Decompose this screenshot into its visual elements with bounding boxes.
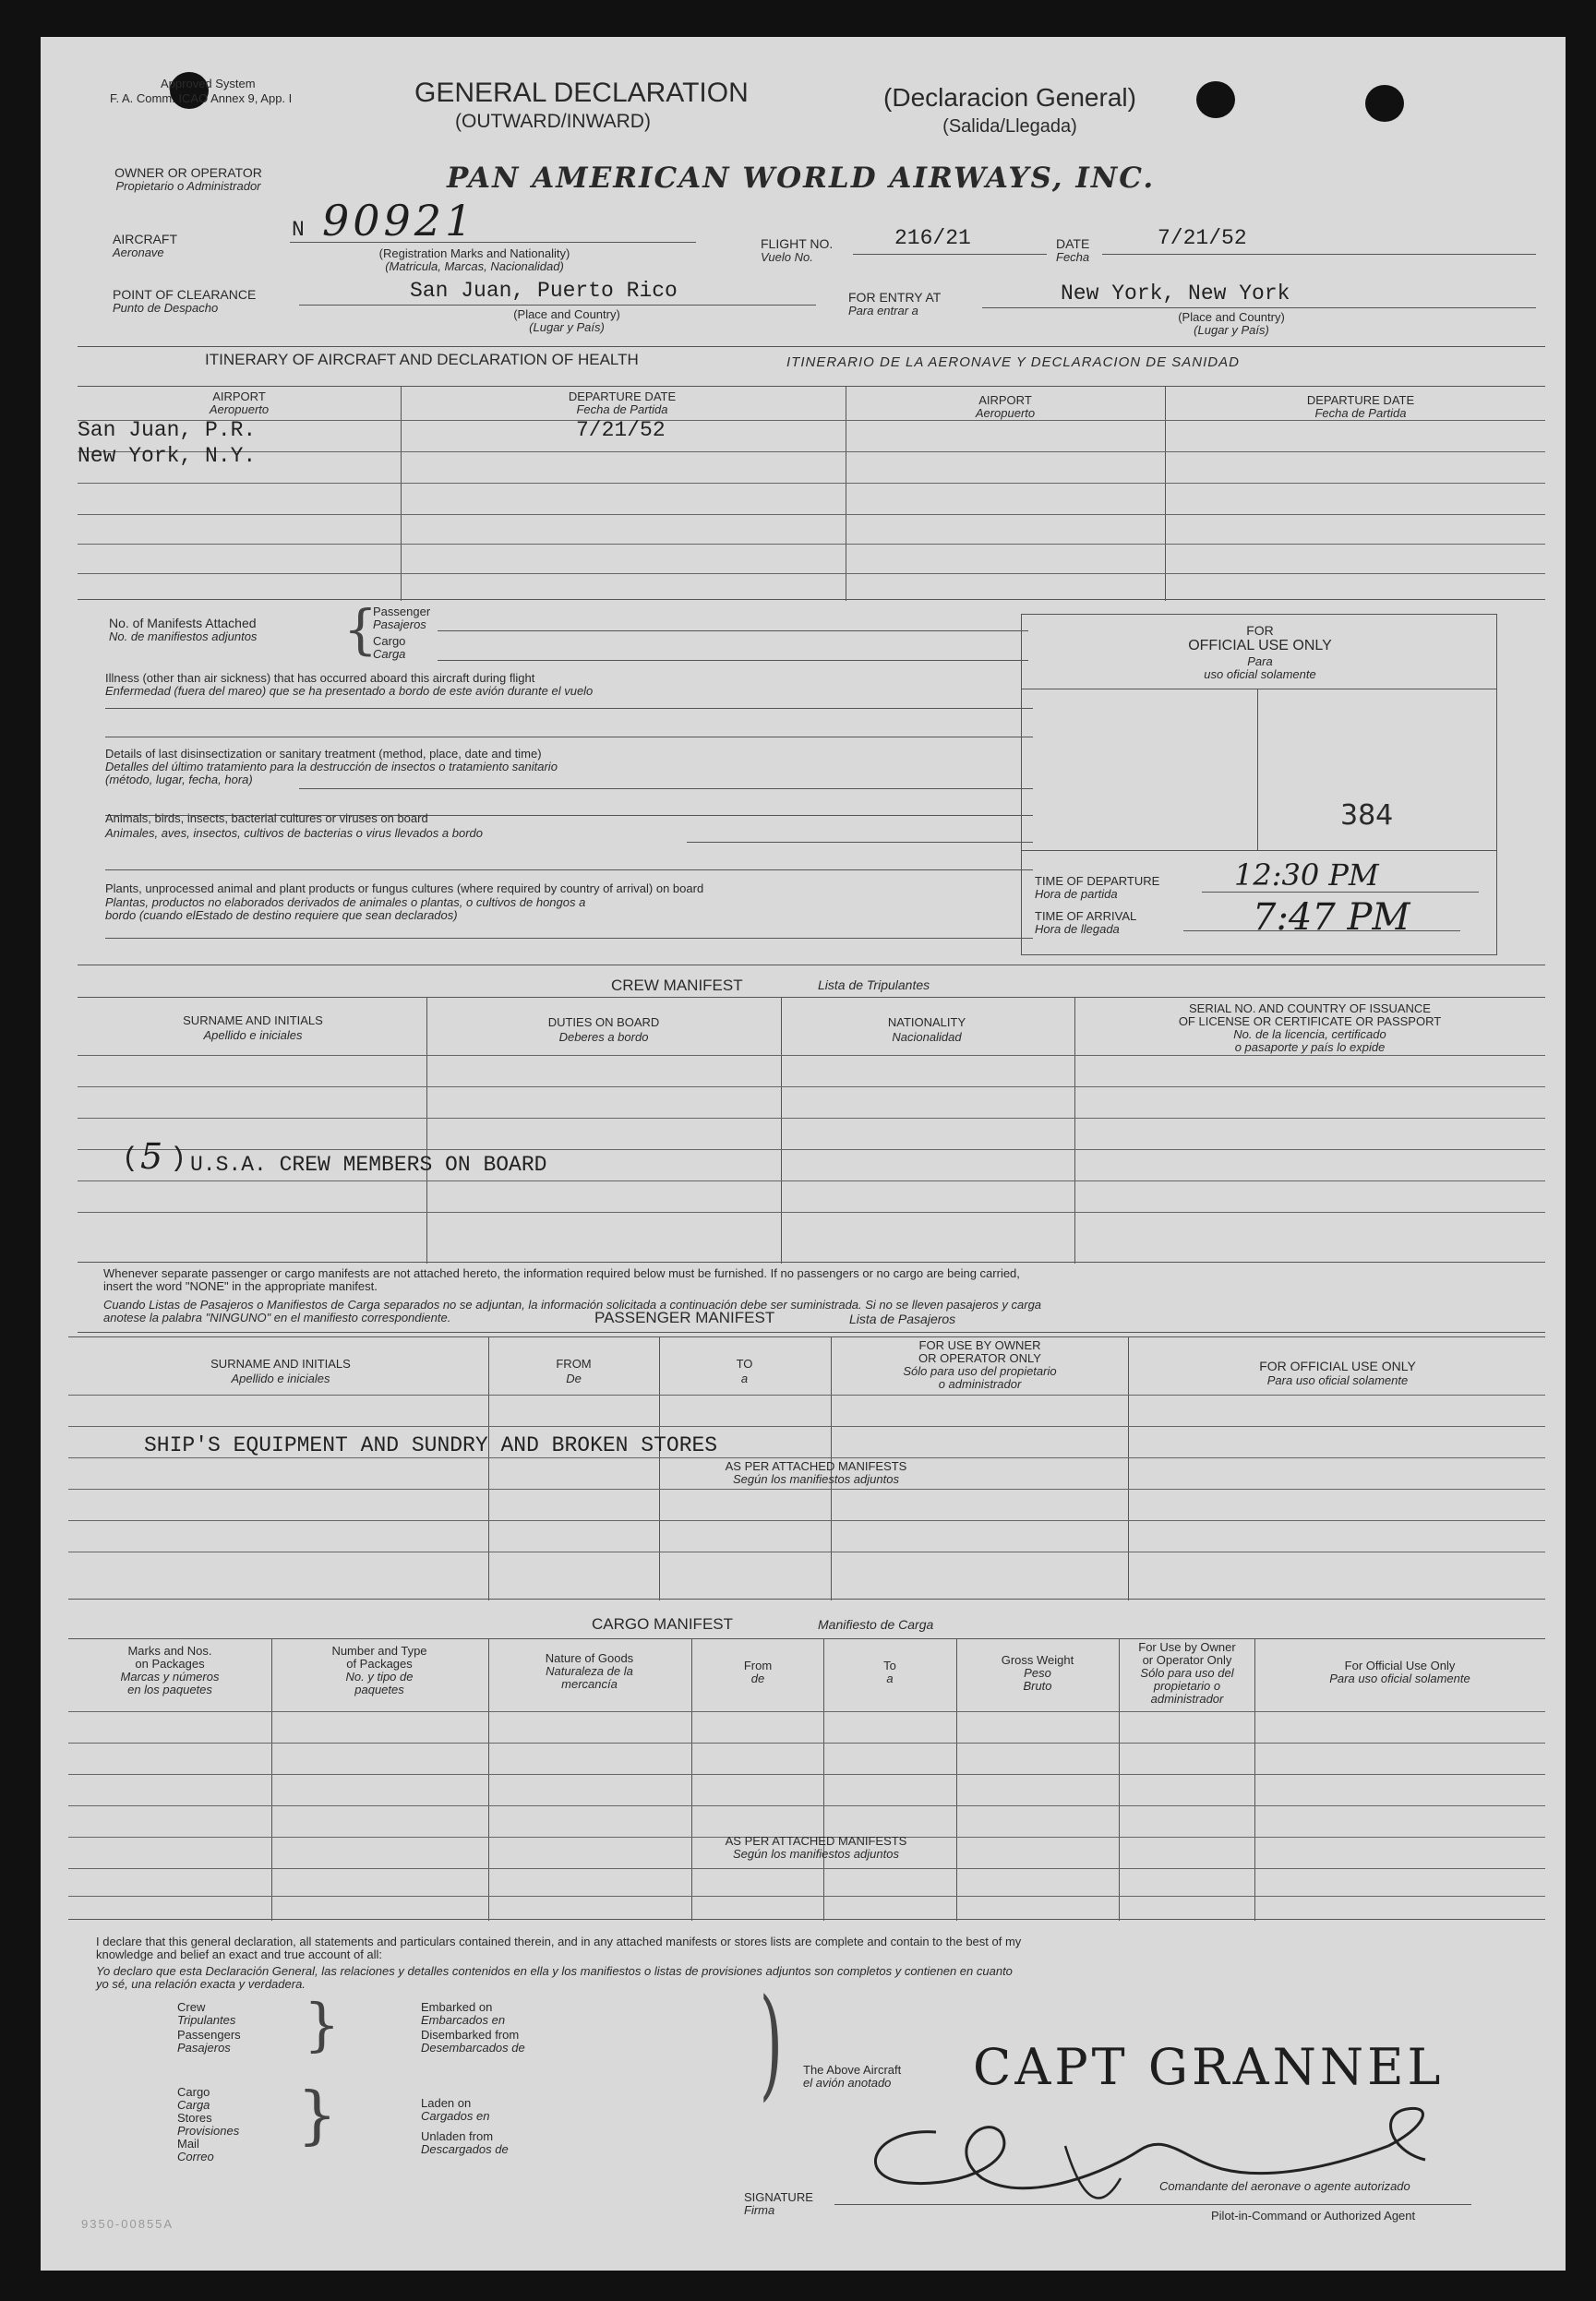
crew-title: CREW MANIFEST [611, 977, 743, 994]
entry-label: FOR ENTRY AT [848, 290, 942, 305]
pass-col-to: TO [736, 1357, 753, 1371]
punch-hole-middle [1196, 81, 1235, 118]
itinerary-title-es: ITINERARIO DE LA AERONAVE Y DECLARACION DE SANIDAD [786, 354, 1240, 370]
cargo-col-official: For Official Use Only [1344, 1659, 1456, 1672]
stores-label: Stores [177, 2111, 212, 2125]
cargo-col-number-2: of Packages [346, 1657, 413, 1671]
captain-name: CAPT GRANNEL [973, 2038, 1445, 2096]
plants-label-es: Plantas, productos no elaborados derivados de animales o plantas, o cultivos de hongos a [105, 895, 586, 909]
cargo-attached-es: Según los manifiestos adjuntos [733, 1847, 899, 1861]
passenger-title: PASSENGER MANIFEST [594, 1309, 775, 1326]
owner-value: PAN AMERICAN WORLD AIRWAYS, INC. [447, 162, 1156, 195]
cargo-col-owner-2: or Operator Only [1142, 1653, 1232, 1667]
cargo-count-label-es: Carga [177, 2098, 210, 2112]
cargo-count-label-es: Carga [373, 647, 406, 661]
flight-label: FLIGHT NO. [761, 236, 834, 251]
cargo-col-owner-es-2: propietario o [1153, 1679, 1221, 1693]
clearance-sub-en: (Place and Country) [513, 307, 620, 321]
animals-label-es: Animales, aves, insectos, cultivos de bacterias o virus llevados a bordo [105, 826, 483, 840]
form-subtitle: (OUTWARD/INWARD) [455, 111, 651, 132]
departure-time-label-es: Hora de partida [1035, 887, 1118, 901]
pass-col-surname-es: Apellido e iniciales [231, 1372, 330, 1385]
pass-col-owner-es-2: o administrador [938, 1377, 1022, 1391]
declaration-es-2: yo sé, una relación exacta y verdadera. [96, 1977, 306, 1991]
signature-scrawl [834, 2095, 1499, 2224]
arrival-time-label-es: Hora de llegada [1035, 922, 1120, 936]
date-value: 7/21/52 [1158, 226, 1247, 250]
above-aircraft-label: The Above Aircraft [803, 2063, 902, 2077]
clearance-value: San Juan, Puerto Rico [410, 279, 678, 303]
embarked-label: Embarked on [421, 2000, 493, 2014]
cargo-col-nature-es-2: mercancía [561, 1677, 618, 1691]
declaration-form: Approved System F. A. Comm. ICAO Annex 9, App. I GENERAL DECLARATION (OUTWARD/INWARD) (Declaracion General) (Salida/Llegada) OWNER OR OPERATOR Propietario o Administrador PAN AMERICAN WORLD AIRWAYS, INC. AIRCRAFT Aeronave N 90921 (Registration Marks and Nationality) (Matricula, Marcas, Nacionalidad) FLIGHT NO. Vuelo No. 216/21 DATE Fecha 7/21/52 POINT OF CLEARANCE Punto de Despacho San Juan, Puerto Rico (Place and Country) (Lugar y País) FOR ENTRY AT Para entrar a New York, New York (Place and Country) (Lugar y País) ITINERARY OF AIRCRAFT AND DECLARATION OF HEALTH ITINERARIO DE LA AERONAVE Y DECLARACION DE SANIDAD AIRPORT Aeropuerto DEPARTURE DATE Fecha de Partida AIRPORT Aeropuerto DEPARTURE DATE Fecha de Partida San Juan, P.R. 7/21/52 New York, N.Y. No. of Manifests Attached No. de manifiestos adjuntos { Passenger Pasajeros Cargo Carga Illness (other than air sickness) that has occurred aboard this aircraft during flight Enfermedad (fuera del mareo) que se ha presentado a bordo de este avión durante el vuelo Details of last disinsectization or sanitary treatment (method, place, date and time) Detalles del último tratamiento para la destrucción de insectos o tratamiento sanitario (método, lugar, fecha, hora) Animals, birds, insects, bacterial cultures or viruses on board Animales, aves, insectos, cultivos de bacterias o virus llevados a bordo Plants, unprocessed animal and plant products or fungus cultures (where required by country of arrival) on board Plantas, productos no elaborados derivados de animales o plantas, o cultivos de hongos a bordo (cuando elEstado de destino requiere que sean declarados) FOR OFFICIAL USE ONLY Para uso oficial solamente 384 TIME OF DEPARTURE Hora de partida 12:30 PM TIME OF ARRIVAL Hora de llegada 7:47 PM CREW MANIFEST Lista de Tripulantes SURNAME AND INITIALS Apellido e iniciales DUTIES ON BOARD Deberes a bordo NATIONALITY Nacionalidad SERIAL NO. AND COUNTRY OF ISSUANCE OF LICENSE OR CERTIFICATE OR PASSPORT No. de la licencia, certificado o pasaporte y país lo expide ( 5 ) U.S.A. CREW MEMBERS ON BOARD Whenever separate passenger or cargo manifests are not attached hereto, the information required below must be furnished. If no passengers or no cargo are being carried, insert the word "NONE" in the appropriate manifest. Cuando Listas de Pasajeros o Manifiestos de Carga separados no se adjuntan, la información solicitada a continuación debe ser suministrada. Si no se lleven pasajeros y carga anotese la palabra "NINGUNO" en el manifiesto correspondiente. PASSENGER MANIFEST Lista de Pasajeros SURNAME AND INITIALS Apellido e iniciales FROM De TO a FOR USE BY OWNER OR OPERATOR ONLY Sólo para uso del propietario o administrador FOR OFFICIAL USE ONLY Para uso oficial solamente SHIP'S EQUIPMENT AND SUNDRY AND BROKEN STORES AS PER ATTACHED MANIFESTS Según los manifiestos adjuntos CARGO MANIFEST Manifiesto de Carga Marks and Nos. on Packages Marcas y números en los paquetes Number and Type of Packages No. y tipo de paquetes Nature of Goods Naturaleza de la mercancía From de To a Gross Weight Peso Bruto For Use by Owner or Operator Only Sólo para uso del propietario o administrador For Official Use Only Para uso oficial solamente AS PER ATTACHED MANIFESTS Según los manifiestos adjuntos I declare that this general declaration, all statements and particulars contained therein, and in any attached manifests or stores lists are complete and contain to the best of my knowledge and belief an exact and true account of all: Yo declaro que esta Declaración General, las relaciones y detalles contenidos en ella y los manifiestos o listas de provisiones adjuntos son completos y contienen en cuanto yo sé, una relación exacta y verdadera. Crew Tripulantes Passengers Pasajeros } Embarked on Embarcados en Disembarked from Desembarcados de Cargo Carga Stores Provisiones Mail Correo } Laden on Cargados en Unladen from Descargados de ) The Above Aircraft el avión anotado CAPT GRANNEL SIGNATURE Firma Comandante del aeronave o agente autorizado Pilot-in-Command or Authorized Agent 9350-00855A [41, 37, 1566, 2271]
mail-label-es: Correo [177, 2150, 214, 2163]
arrival-time-label: TIME OF ARRIVAL [1035, 909, 1137, 923]
cargo-col-from-es: de [750, 1672, 765, 1685]
crew-col-nationality: NATIONALITY [887, 1015, 966, 1029]
clearance-sub-es: (Lugar y País) [529, 320, 605, 334]
itin-col-date-2: DEPARTURE DATE [1306, 393, 1415, 407]
aircraft-label-es: Aeronave [113, 246, 164, 259]
entry-value: New York, New York [1061, 282, 1290, 306]
pass-col-owner-es-1: Sólo para uso del propietario [903, 1364, 1057, 1378]
aircraft-prefix: N [292, 218, 305, 242]
disembarked-label-es: Desembarcados de [421, 2041, 525, 2055]
itin-col-airport-2-es: Aeropuerto [975, 406, 1036, 420]
cargo-col-nature-es-1: Naturaleza de la [546, 1664, 633, 1678]
cargo-col-marks-es-2: en los paquetes [127, 1683, 212, 1696]
itinerary-table [78, 386, 1545, 600]
stores-label-es: Provisiones [177, 2124, 240, 2138]
laden-label: Laden on [421, 2096, 472, 2110]
approved-system-line2: F. A. Comm. ICAO Annex 9, App. I [110, 91, 293, 105]
form-title-spanish: (Declaracion General) [883, 83, 1136, 112]
embarked-label-es: Embarcados en [421, 2013, 506, 2027]
above-aircraft-label-es: el avión anotado [803, 2076, 892, 2090]
official-use-box [1021, 614, 1497, 955]
cargo-col-weight-es-2: Bruto [1023, 1679, 1052, 1693]
declaration-en-1: I declare that this general declaration, all statements and particulars contained therein, and in any attached manifests or stores lists are complete and contain to the best of my [96, 1935, 1022, 1948]
cargo-col-weight: Gross Weight [1001, 1653, 1074, 1667]
crew-open-paren: ( [122, 1144, 139, 1175]
signature-label: SIGNATURE [744, 2190, 813, 2204]
animals-label: Animals, birds, insects, bacterial cultures or viruses on board [105, 811, 428, 825]
official-title-1: FOR [1246, 623, 1274, 638]
entry-sub-en: (Place and Country) [1178, 310, 1285, 324]
cargo-col-marks-es-1: Marcas y números [120, 1670, 220, 1684]
official-title-es-1: Para [1247, 654, 1273, 668]
cargo-col-owner-es-3: administrador [1150, 1692, 1224, 1706]
pass-col-official-es: Para uso oficial solamente [1266, 1373, 1409, 1387]
date-label-es: Fecha [1056, 250, 1090, 264]
note-en-2: insert the word "NONE" in the appropriate manifest. [103, 1279, 378, 1293]
manifests-label: No. of Manifests Attached [109, 616, 257, 630]
aircraft-sub-en: (Registration Marks and Nationality) [378, 246, 570, 260]
cargo-col-number-es-2: paquetes [354, 1683, 404, 1696]
manifests-label-es: No. de manifiestos adjuntos [109, 629, 258, 643]
mail-label: Mail [177, 2137, 199, 2151]
form-subtitle-spanish: (Salida/Llegada) [942, 116, 1077, 137]
cargo-col-nature: Nature of Goods [545, 1651, 634, 1665]
crew-col-surname-es: Apellido e iniciales [203, 1028, 303, 1042]
pass-col-owner-1: FOR USE BY OWNER [918, 1338, 1041, 1352]
plants-label: Plants, unprocessed animal and plant products or fungus cultures (where required by country of arrival) on board [105, 881, 704, 895]
cargo-col-owner-es-1: Sólo para uso del [1140, 1666, 1234, 1680]
passenger-entry: SHIP'S EQUIPMENT AND SUNDRY AND BROKEN STORES [144, 1433, 718, 1457]
approved-system-line1: Approved System [161, 77, 256, 90]
pass-col-surname: SURNAME AND INITIALS [210, 1357, 351, 1371]
flight-label-es: Vuelo No. [761, 250, 813, 264]
commander-label: Pilot-in-Command or Authorized Agent [1211, 2209, 1416, 2223]
cargo-col-marks-1: Marks and Nos. [127, 1644, 212, 1658]
pass-col-owner-2: OR OPERATOR ONLY [918, 1351, 1041, 1365]
passenger-count-label: Passenger [373, 605, 431, 618]
declaration-en-2: knowledge and belief an exact and true account of all: [96, 1947, 383, 1961]
cargo-count-label: Cargo [177, 2085, 210, 2099]
cargo-col-to: To [883, 1659, 896, 1672]
cargo-table [68, 1638, 1545, 1920]
itin-col-airport-2: AIRPORT [978, 393, 1032, 407]
pass-col-from: FROM [556, 1357, 592, 1371]
unladen-label-es: Descargados de [421, 2142, 509, 2156]
crew-count: 5 [140, 1136, 163, 1177]
itinerary-title: ITINERARY OF AIRCRAFT AND DECLARATION OF HEALTH [205, 351, 639, 368]
official-number: 384 [1340, 799, 1394, 832]
disembarked-label: Disembarked from [421, 2028, 520, 2042]
note-en-1: Whenever separate passenger or cargo manifests are not attached hereto, the information required below must be furnished. If no passengers or no cargo are being carried, [103, 1266, 1020, 1280]
illness-label: Illness (other than air sickness) that has occurred aboard this aircraft during flight [105, 671, 535, 685]
form-title: GENERAL DECLARATION [414, 78, 749, 108]
official-title-es-2: uso oficial solamente [1204, 667, 1316, 681]
itin-col-airport: AIRPORT [212, 389, 266, 403]
passenger-attached: AS PER ATTACHED MANIFESTS [725, 1459, 907, 1473]
itin-col-date: DEPARTURE DATE [568, 389, 677, 403]
note-es-1: Cuando Listas de Pasajeros o Manifiestos de Carga separados no se adjuntan, la información solicitada a continuación debe ser suministrada. Si no se lleven pasajeros y carga [103, 1298, 1042, 1312]
clearance-label: POINT OF CLEARANCE [113, 287, 257, 302]
entry-sub-es: (Lugar y País) [1194, 323, 1269, 337]
passenger-table [68, 1336, 1545, 1600]
punch-hole-right [1365, 85, 1404, 122]
entry-label-es: Para entrar a [848, 304, 918, 318]
pass-count-label: Passengers [177, 2028, 241, 2042]
aircraft-registration: 90921 [322, 196, 476, 246]
passenger-title-es: Lista de Pasajeros [849, 1312, 956, 1326]
itin-row2-airport: New York, N.Y. [78, 444, 257, 468]
crew-col-nationality-es: Nacionalidad [892, 1030, 962, 1044]
cargo-col-official-es: Para uso oficial solamente [1329, 1672, 1470, 1685]
departure-time-label: TIME OF DEPARTURE [1035, 874, 1160, 888]
note-es-2: anotese la palabra "NINGUNO" en el manifiesto correspondiente. [103, 1311, 451, 1324]
declaration-es-1: Yo declaro que esta Declaración General, las relaciones y detalles contenidos en ella y los manifiestos o listas de provisiones adjuntos son completos y contienen en cuanto [96, 1964, 1013, 1978]
cargo-col-marks-2: on Packages [135, 1657, 205, 1671]
cargo-title-es: Manifiesto de Carga [818, 1617, 934, 1632]
crew-close-paren: ) [170, 1144, 187, 1175]
clearance-label-es: Punto de Despacho [113, 301, 219, 315]
cargo-col-number-1: Number and Type [331, 1644, 427, 1658]
crew-title-es: Lista de Tripulantes [818, 977, 930, 992]
pass-count-label-es: Pasajeros [177, 2041, 231, 2055]
aircraft-label: AIRCRAFT [113, 232, 177, 246]
cargo-col-owner-1: For Use by Owner [1138, 1640, 1236, 1654]
crew-col-serial-es-2: o pasaporte y país lo expide [1234, 1040, 1386, 1054]
crew-col-duties-es: Deberes a bordo [558, 1030, 649, 1044]
form-code: 9350-00855A [81, 2217, 174, 2231]
itin-col-airport-es: Aeropuerto [209, 402, 270, 416]
commander-label-es: Comandante del aeronave o agente autorizado [1159, 2179, 1410, 2193]
passenger-attached-es: Según los manifiestos adjuntos [733, 1472, 899, 1486]
crew-col-duties: DUTIES ON BOARD [547, 1015, 660, 1029]
official-title-2: OFFICIAL USE ONLY [1188, 638, 1332, 653]
departure-time-value: 12:30 PM [1234, 857, 1379, 893]
pass-col-official: FOR OFFICIAL USE ONLY [1259, 1359, 1416, 1373]
date-label: DATE [1056, 236, 1090, 251]
owner-label-es: Propietario o Administrador [115, 179, 261, 193]
crew-col-surname: SURNAME AND INITIALS [183, 1013, 323, 1027]
crew-col-serial-2: OF LICENSE OR CERTIFICATE OR PASSPORT [1178, 1014, 1442, 1028]
itin-row1-date: 7/21/52 [576, 418, 666, 442]
cargo-col-number-es-1: No. y tipo de [345, 1670, 414, 1684]
disinsect-label-es2: (método, lugar, fecha, hora) [105, 773, 253, 786]
illness-label-es: Enfermedad (fuera del mareo) que se ha presentado a bordo de este avión durante el vuelo [105, 684, 594, 698]
cargo-attached: AS PER ATTACHED MANIFESTS [725, 1834, 907, 1848]
pass-col-to-es: a [740, 1372, 749, 1385]
itin-col-date-2-es: Fecha de Partida [1314, 406, 1407, 420]
crew-table [78, 997, 1545, 1263]
owner-label: OWNER OR OPERATOR [114, 165, 262, 180]
signature-label-es: Firma [744, 2203, 775, 2217]
crew-count-label-es: Tripulantes [177, 2013, 236, 2027]
aircraft-sub-es: (Matricula, Marcas, Nacionalidad) [385, 259, 564, 273]
cargo-col-weight-es-1: Peso [1024, 1666, 1051, 1680]
cargo-count-label: Cargo [373, 634, 406, 648]
cargo-col-to-es: a [886, 1672, 894, 1685]
flight-value: 216/21 [894, 226, 971, 250]
crew-col-serial-1: SERIAL NO. AND COUNTRY OF ISSUANCE [1189, 1001, 1431, 1015]
pass-col-from-es: De [566, 1372, 582, 1385]
passenger-count-label-es: Pasajeros [373, 617, 426, 631]
arrival-time-value: 7:47 PM [1253, 896, 1410, 939]
unladen-label: Unladen from [421, 2129, 494, 2143]
crew-col-serial-es-1: No. de la licencia, certificado [1233, 1027, 1386, 1041]
crew-entry: U.S.A. CREW MEMBERS ON BOARD [190, 1153, 547, 1177]
itin-col-date-es: Fecha de Partida [576, 402, 668, 416]
cargo-col-from: From [743, 1659, 773, 1672]
itin-row1-airport: San Juan, P.R. [78, 418, 257, 442]
laden-label-es: Cargados en [421, 2109, 490, 2123]
crew-count-label: Crew [177, 2000, 206, 2014]
plants-label-es2: bordo (cuando elEstado de destino requiere que sean declarados) [105, 908, 458, 922]
disinsect-label: Details of last disinsectization or sanitary treatment (method, place, date and time) [105, 747, 542, 761]
cargo-title: CARGO MANIFEST [592, 1615, 734, 1633]
disinsect-label-es: Detalles del último tratamiento para la destrucción de insectos o tratamiento sanitario [105, 760, 558, 773]
